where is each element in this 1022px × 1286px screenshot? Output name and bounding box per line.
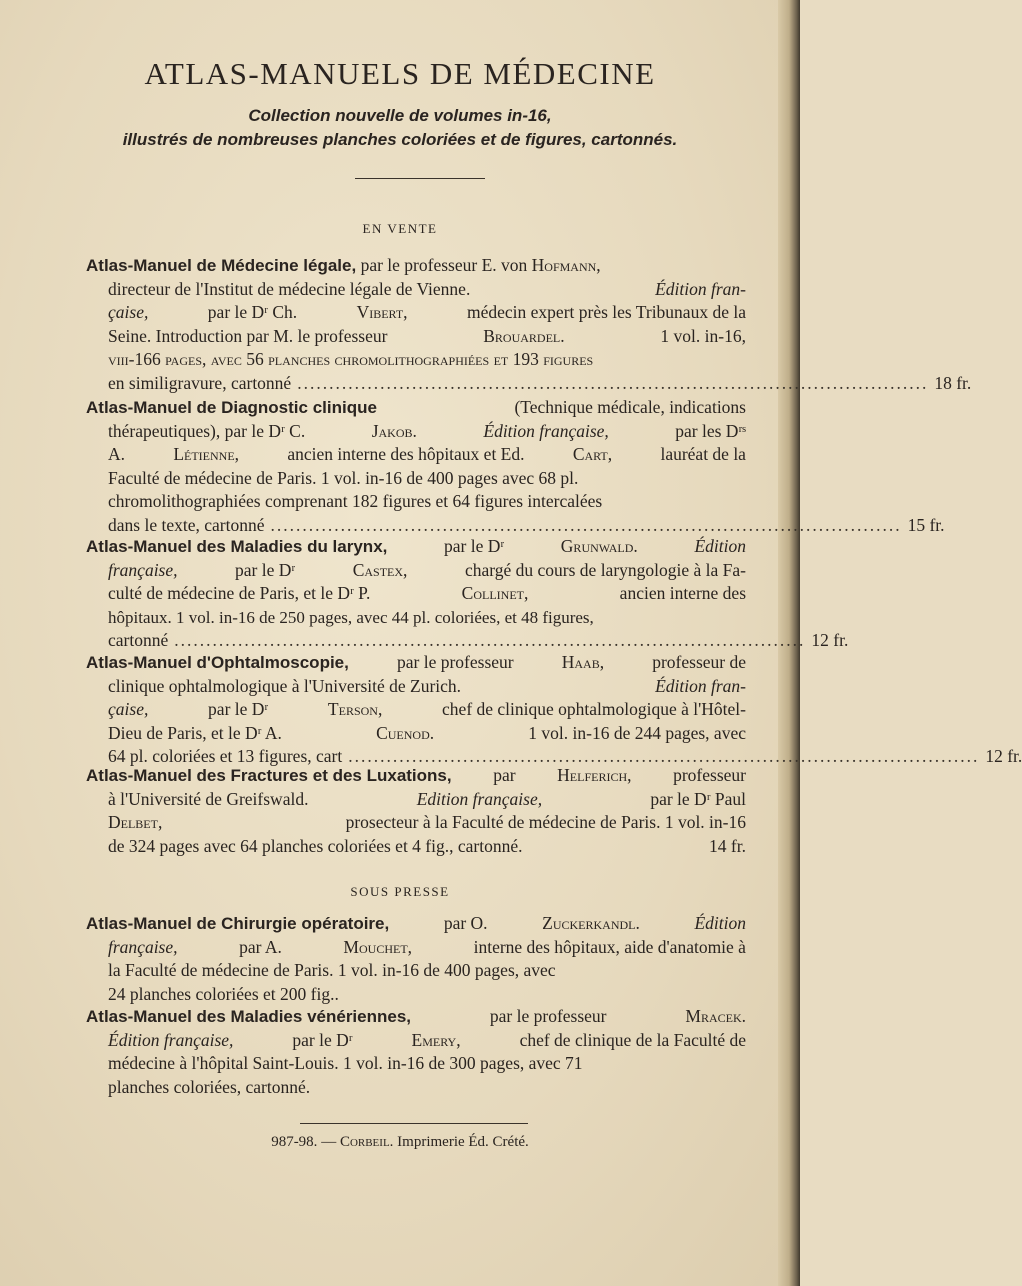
entry-diagnostic-clinique xyxy=(86,396,945,538)
entry-text: Dieu de Paris, et le Dʳ A. xyxy=(108,722,282,743)
entry-fractures-luxations xyxy=(86,764,746,858)
author-name: Delbet, xyxy=(108,812,163,833)
entry-title: Atlas-Manuel des Maladies vénériennes, xyxy=(86,1007,412,1026)
author-name: Cuenod. xyxy=(376,722,435,743)
footer-dash: — xyxy=(321,1134,337,1150)
entry-text: directeur de l'Institut de médecine légale de Vienne. xyxy=(108,278,471,299)
entry-text: la Faculté de médecine de Paris. 1 vol. in-16 de 400 pages, avec xyxy=(108,960,556,981)
entry-text: 24 planches coloriées et 200 fig.. xyxy=(108,983,339,1004)
author-name: Jakob. xyxy=(371,420,417,441)
entry-text: par le Dʳ xyxy=(208,699,269,720)
entry-text: Édition xyxy=(694,913,746,933)
entry-text: Seine. Introduction par M. le professeur xyxy=(108,325,388,346)
subtitle-line-1: Collection nouvelle de volumes in-16, xyxy=(248,106,552,125)
entry-text: 1 vol. in-16 de 244 pages, avec xyxy=(528,722,746,743)
entry-text: planches coloriées, cartonné. xyxy=(108,1076,311,1097)
printer-name: Imprimerie Éd. Crété. xyxy=(397,1134,529,1150)
leader-dots: ................................................................................................... xyxy=(174,630,806,651)
entry-text: française, xyxy=(108,559,178,580)
price: 12 fr. xyxy=(985,746,1022,767)
entry-maladies-larynx xyxy=(86,535,849,653)
entry-text: Édition fran- xyxy=(655,278,746,299)
entry-text: clinique ophtalmologique à l'Université de Zurich. xyxy=(108,675,462,696)
divider-bottom xyxy=(300,1123,528,1124)
author-name: Zuckerkandl. xyxy=(542,913,640,933)
entry-text: par le Dʳ xyxy=(235,559,296,580)
entry-text: cartonné xyxy=(108,630,169,651)
entry-text: par le professeur xyxy=(489,1006,607,1026)
entry-text: ancien interne des xyxy=(619,583,746,604)
author-name: Helferich, xyxy=(557,765,632,785)
entry-text: par le Dʳ Paul xyxy=(650,788,746,809)
entry-text: (Technique médicale, indications xyxy=(514,397,746,417)
entry-title: Atlas-Manuel des Fractures et des Luxations, xyxy=(86,766,452,785)
entry-text: hôpitaux. 1 vol. in-16 de 250 pages, avec 44 pl. coloriées, et 48 figures, xyxy=(108,607,594,627)
entry-text: thérapeutiques), par le Dʳ C. xyxy=(108,420,306,441)
entry-text: par le professeur E. von xyxy=(360,255,528,275)
entry-text: chef de clinique de la Faculté de xyxy=(519,1029,746,1050)
printer-footer xyxy=(0,1134,800,1151)
divider-top xyxy=(355,178,485,179)
entry-text: chef de clinique ophtalmologique à l'Hôtel- xyxy=(442,699,746,720)
entry-text: par le professeur xyxy=(396,652,514,672)
entry-ophtalmoscopie xyxy=(86,651,1022,769)
entry-text: prosecteur à la Faculté de médecine de Paris. 1 vol. in-16 xyxy=(345,812,746,833)
entry-maladies-veneriennes xyxy=(86,1005,746,1099)
print-code: 987-98. xyxy=(271,1134,318,1150)
entry-text: Edition française, xyxy=(416,788,543,809)
author-name: Létienne, xyxy=(173,444,240,465)
entry-title: Atlas-Manuel de Médecine légale, xyxy=(86,256,357,275)
author-name: Castex, xyxy=(352,559,408,580)
entry-chirurgie-operatoire xyxy=(86,912,746,1006)
author-name: Hofmann, xyxy=(531,255,601,275)
entry-text: culté de médecine de Paris, et le Dʳ P. xyxy=(108,583,371,604)
section-heading-en-vente: EN VENTE xyxy=(362,221,438,236)
entry-medecine-legale xyxy=(86,254,972,396)
entry-text: par le Dʳ xyxy=(444,536,505,556)
entry-text: lauréat de la xyxy=(660,444,746,465)
entry-title: Atlas-Manuel d'Ophtalmoscopie, xyxy=(86,653,349,672)
entry-text: par les Dʳˢ xyxy=(675,420,746,441)
entry-text: Édition française, xyxy=(108,1029,234,1050)
author-name: Grunwald. xyxy=(560,536,638,556)
price: 15 fr. xyxy=(907,514,945,535)
entry-text: Faculté de médecine de Paris. 1 vol. in-16 de 400 pages avec 68 pl. xyxy=(108,467,579,488)
entry-text: par le Dʳ xyxy=(292,1029,353,1050)
author-name: Cart, xyxy=(572,444,613,465)
price: 12 fr. xyxy=(811,630,849,651)
entry-text: Édition xyxy=(694,536,746,556)
entry-title: Atlas-Manuel de Diagnostic clinique xyxy=(86,398,377,417)
subtitle-line-2: illustrés de nombreuses planches coloriées et de figures, cartonnés. xyxy=(122,130,678,149)
entry-text: médecin expert près les Tribunaux de la xyxy=(467,302,746,323)
price: 18 fr. xyxy=(934,372,972,393)
author-name: Mouchet, xyxy=(343,936,413,957)
entry-text: par xyxy=(493,765,516,785)
entry-text: interne des hôpitaux, aide d'anatomie à xyxy=(473,936,746,957)
entry-text: 64 pl. coloriées et 13 figures, cart xyxy=(108,746,343,767)
entry-text: médecine à l'hôpital Saint-Louis. 1 vol. in-16 de 300 pages, avec 71 xyxy=(108,1053,583,1074)
entry-text: à l'Université de Greifswald. xyxy=(108,788,309,809)
author-name: Collinet, xyxy=(461,583,529,604)
entry-text: de 324 pages avec 64 planches coloriées et 4 fig., cartonné. xyxy=(108,835,523,856)
entry-text: par le Dʳ Ch. xyxy=(207,302,298,323)
entry-title: Atlas-Manuel de Chirurgie opératoire, xyxy=(86,914,390,933)
entry-text: française, xyxy=(108,936,178,957)
entry-text: par A. xyxy=(239,936,282,957)
print-city: Corbeil. xyxy=(339,1134,394,1150)
entry-text: en similigravure, cartonné xyxy=(108,372,292,393)
author-name: Mracek. xyxy=(685,1006,746,1026)
entry-text: professeur xyxy=(673,765,746,785)
entry-text: chromolithographiées comprenant 182 figures et 64 figures intercalées xyxy=(108,491,603,512)
leader-dots: ................................................................................................... xyxy=(348,746,980,767)
leader-dots: ................................................................................................... xyxy=(270,514,902,535)
entry-text: dans le texte, cartonné xyxy=(108,514,265,535)
entry-text: viii-166 pages, avec 56 planches chromolithographiées et 193 figures xyxy=(108,349,594,370)
author-name: Brouardel. xyxy=(483,325,565,346)
price: 14 fr. xyxy=(709,835,746,856)
author-name: Terson, xyxy=(327,699,383,720)
entry-text: chargé du cours de laryngologie à la Fa- xyxy=(464,559,746,580)
entry-text: çaise, xyxy=(108,302,149,323)
entry-text: Édition française, xyxy=(483,420,609,441)
page-title: ATLAS-MANUELS DE MÉDECINE xyxy=(144,56,656,91)
author-name: Emery, xyxy=(411,1029,461,1050)
entry-text: A. xyxy=(108,444,126,465)
entry-text: ancien interne des hôpitaux et Ed. xyxy=(287,444,525,465)
entry-text: professeur de xyxy=(652,652,746,672)
section-heading-sous-presse: SOUS PRESSE xyxy=(350,884,450,899)
entry-text: Édition fran- xyxy=(655,675,746,696)
entry-title: Atlas-Manuel des Maladies du larynx, xyxy=(86,537,388,556)
entry-text: çaise, xyxy=(108,699,149,720)
entry-text: 1 vol. in-16, xyxy=(660,325,746,346)
author-name: Vibert, xyxy=(356,302,408,323)
leader-dots: ................................................................................................... xyxy=(297,372,929,393)
author-name: Haab, xyxy=(561,652,605,672)
entry-text: par O. xyxy=(443,913,488,933)
